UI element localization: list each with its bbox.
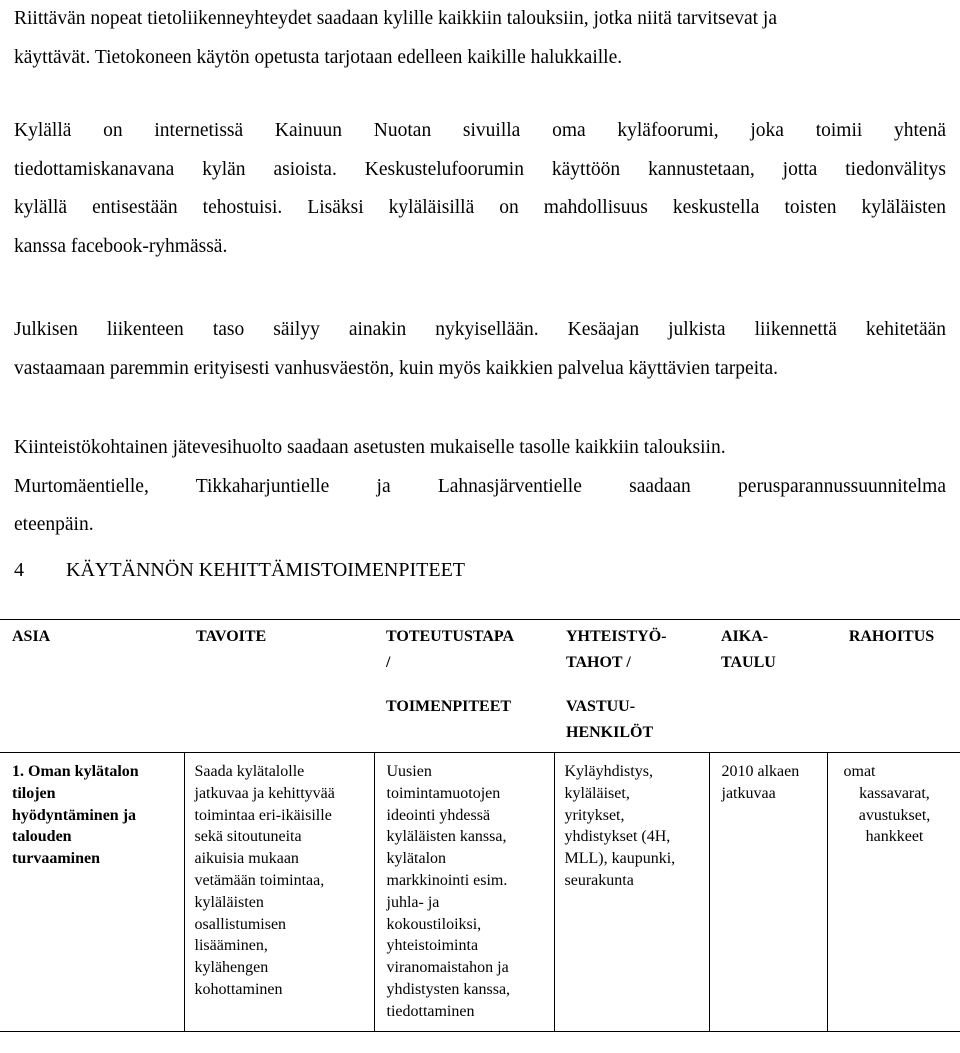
cell-text: Saada kylätalolle [194, 763, 305, 780]
paragraph-line: kylällä entisestään tehostuisi. Lisäksi kyläläisillä on mahdollisuus keskustella toisten kyläläisten [14, 197, 946, 218]
cell-text: tiedottaminen [386, 1002, 475, 1020]
cell-yhteistyotahot [554, 753, 709, 1032]
paragraph-forum [14, 112, 946, 266]
cell-text: hankkeet [865, 828, 924, 846]
section-title: KÄYTÄNNÖN KEHITTÄMISTOIMENPITEET [66, 559, 466, 581]
paragraph-line: tiedottamiskanavana kylän asioista. Keskustelufoorumin käyttöön kannustetaan, jotta tiedonvälitys [14, 158, 946, 180]
cell-text: jatkuvaa ja kehittyvää [194, 784, 335, 802]
cell-text: kyläläiset, [564, 784, 630, 802]
cell-text: viranomaistahon ja [386, 959, 509, 977]
table-header-row [0, 620, 960, 753]
header-text: RAHOITUS [848, 628, 935, 645]
header-text: TOIMENPITEET [386, 698, 512, 715]
header-text: ASIA [12, 628, 51, 645]
cell-text: yritykset, [564, 806, 625, 824]
cell-text: markkinointi esim. [386, 871, 508, 889]
paragraph-line: kanssa facebook-ryhmässä. [14, 235, 228, 257]
cell-text: kyläläisten [194, 893, 264, 911]
header-rahoitus [827, 620, 960, 753]
cell-text: talouden [12, 828, 72, 846]
paragraph-line: Riittävän nopeat tietoliikenneyhteydet saadaan kylille kaikkiin talouksiin, jotka niitä tarvitsevat ja [14, 8, 778, 29]
cell-toteutustapa [374, 753, 554, 1032]
cell-text: kokoustiloiksi, [386, 915, 482, 933]
header-yhteistyotahot [554, 620, 709, 753]
header-text: TAVOITE [196, 628, 267, 645]
paragraph-line: Julkisen liikenteen taso säilyy ainakin nykyisellään. Kesäajan julkista liikennettä kehitetään [14, 319, 946, 340]
paragraph-internet [14, 0, 946, 77]
header-aikataulu [709, 620, 827, 753]
header-toteutustapa [374, 620, 554, 753]
cell-aikataulu [709, 753, 827, 1032]
cell-text: juhla- ja [386, 893, 440, 911]
cell-text: MLL), kaupunki, [564, 850, 676, 868]
cell-text: lisääminen, [194, 937, 268, 955]
header-text: TAULU [721, 654, 776, 671]
cell-text: yhdistykset (4H, [564, 828, 671, 846]
cell-text: sekä sitoutuneita [194, 828, 302, 846]
paragraph-wastewater [14, 429, 946, 545]
cell-text: kylätalon [386, 850, 447, 868]
paragraph-line: vastaamaan paremmin erityisesti vanhusväestön, kuin myös kaikkien palvelua käyttävien tarpeita. [14, 357, 779, 379]
cell-text: vetämään toimintaa, [194, 871, 325, 889]
cell-text: toimintaa eri-ikäisille [194, 806, 332, 824]
cell-text: turvaaminen [12, 850, 100, 868]
header-text: AIKA- [721, 628, 769, 645]
cell-text: kassavarat, [859, 784, 930, 802]
cell-text: kyläläisten kanssa, [386, 828, 507, 846]
paragraph-line: käyttävät. Tietokoneen käytön opetusta tarjotaan edelleen kaikille halukkaille. [14, 46, 623, 68]
cell-text: hyödyntäminen ja [12, 806, 137, 824]
cell-text: aikuisia mukaan [194, 850, 299, 868]
cell-tavoite [184, 753, 374, 1032]
cell-text: tilojen [12, 784, 56, 802]
header-text: TOTEUTUSTAPA [386, 628, 515, 645]
cell-text: Kyläyhdistys, [564, 763, 653, 780]
cell-text: yhdistysten kanssa, [386, 980, 511, 998]
cell-text: jatkuvaa [721, 784, 776, 802]
cell-text: 2010 alkaen [721, 763, 800, 780]
paragraph-line: Murtomäentielle, Tikkaharjuntielle ja Lahnasjärventielle saadaan perusparannussuunnitelma [14, 475, 946, 497]
cell-text: ideointi yhdessä [386, 806, 491, 824]
header-text: YHTEISTYÖ- [566, 628, 667, 645]
section-heading [14, 551, 465, 589]
section-number: 4 [14, 559, 24, 581]
cell-text: kohottaminen [194, 980, 283, 998]
cell-text: kylähengen [194, 959, 269, 977]
header-text: HENKILÖT [566, 724, 654, 741]
paragraph-line: Kiinteistökohtainen jätevesihuolto saadaan asetusten mukaiselle tasolle kaikkiin talouksiin. [14, 437, 726, 458]
paragraph-transport [14, 311, 946, 388]
cell-rahoitus [827, 753, 960, 1032]
cell-text: toimintamuotojen [386, 784, 501, 802]
table-row [0, 753, 960, 1032]
cell-text: yhteistoiminta [386, 937, 479, 955]
header-text: TAHOT / [566, 654, 631, 671]
header-text: VASTUU- [566, 698, 636, 715]
paragraph-line: Kylällä on internetissä Kainuun Nuotan sivuilla oma kyläfoorumi, joka toimii yhtenä [14, 120, 946, 141]
cell-text: omat [843, 763, 876, 780]
cell-asia [0, 753, 184, 1032]
header-tavoite [184, 620, 374, 753]
measures-table [0, 619, 960, 1032]
paragraph-line: eteenpäin. [14, 514, 94, 535]
header-text: / [386, 654, 391, 671]
cell-text: osallistumisen [194, 915, 287, 933]
cell-text: avustukset, [858, 806, 931, 824]
cell-text: seurakunta [564, 871, 634, 889]
header-asia [0, 620, 184, 753]
cell-text: Uusien [386, 763, 432, 780]
cell-text: 1. Oman kylätalon [12, 763, 139, 780]
